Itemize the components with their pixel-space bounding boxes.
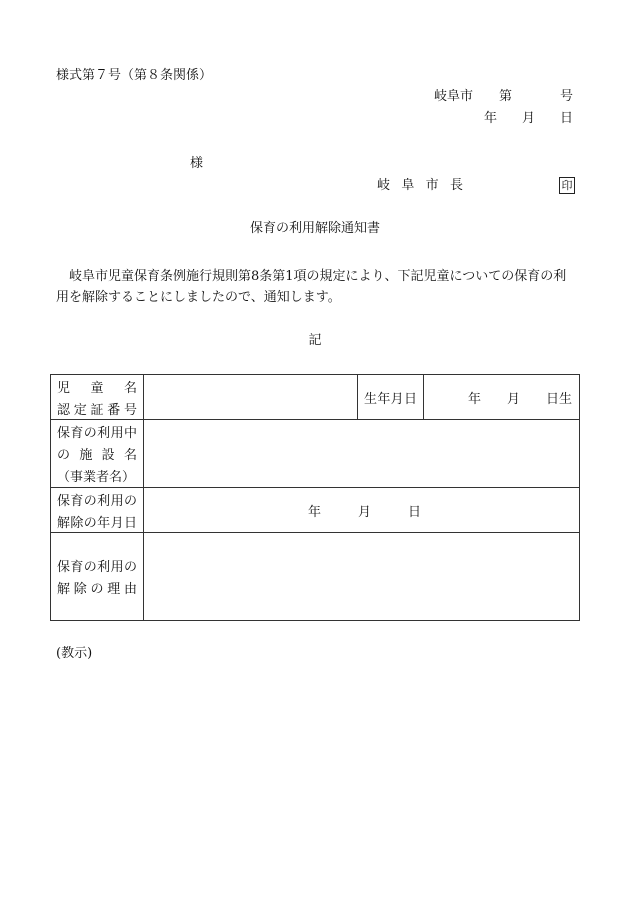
label-char: 利 xyxy=(97,493,111,509)
child-name-value[interactable] xyxy=(144,375,358,420)
label-facility xyxy=(51,420,144,488)
date-day: 日 xyxy=(559,111,573,126)
birth-month-unit: 月 xyxy=(506,391,520,407)
label-char: 童 xyxy=(90,380,104,396)
mayor-char: 阜 xyxy=(401,178,415,193)
ki-heading: 記 xyxy=(308,333,322,348)
label-char: 用 xyxy=(110,426,124,441)
details-table xyxy=(50,374,580,621)
birth-day-unit: 日生 xyxy=(545,391,572,407)
label-char: 設 xyxy=(101,448,115,463)
cancel-year-unit: 年 xyxy=(308,504,322,520)
label-text: （事業者名） xyxy=(57,470,136,485)
label-char: 生 xyxy=(364,391,378,407)
label-char: 年 xyxy=(377,391,391,407)
label-char: の xyxy=(83,515,97,531)
label-char: 中 xyxy=(123,426,137,441)
label-char: 除 xyxy=(73,582,87,597)
row-child-name xyxy=(51,375,580,420)
row-cancel-date xyxy=(51,488,580,533)
label-char: 解 xyxy=(57,582,71,597)
label-char: 理 xyxy=(107,582,121,597)
label-char: 月 xyxy=(110,515,124,531)
label-char: の xyxy=(123,493,137,509)
label-char: の xyxy=(83,560,97,575)
label-char: 日 xyxy=(123,515,137,531)
label-char: 定 xyxy=(73,402,87,418)
form-code: 様式第７号（第８条関係） xyxy=(56,68,213,83)
date-month: 月 xyxy=(521,111,535,126)
issuer-city: 岐阜市 xyxy=(433,89,473,104)
label-char: の xyxy=(123,560,137,575)
label-char: 利 xyxy=(97,560,111,575)
label-birthdate xyxy=(358,375,424,420)
label-char: 利 xyxy=(97,426,111,441)
mayor-char: 長 xyxy=(449,178,463,193)
label-char: 名 xyxy=(123,380,137,396)
issuer-number-line xyxy=(434,90,573,103)
mayor-char: 岐 xyxy=(377,178,391,193)
issuer-no-prefix: 第 xyxy=(498,89,512,104)
label-cancel-date xyxy=(51,488,144,533)
recipient-honorific: 様 xyxy=(190,156,204,171)
label-char: 施 xyxy=(79,448,93,463)
cancel-date-value[interactable] xyxy=(144,488,580,533)
row-facility xyxy=(51,420,580,488)
label-char: 除 xyxy=(70,515,84,531)
notice-heading: (教示) xyxy=(56,646,93,661)
label-char: 日 xyxy=(403,391,417,407)
mayor-name xyxy=(377,179,463,192)
label-char: 由 xyxy=(123,582,137,597)
issuer-no-suffix: 号 xyxy=(559,89,573,104)
date-year: 年 xyxy=(483,111,497,126)
label-cancel-reason xyxy=(51,533,144,621)
label-char: 保 xyxy=(57,560,71,575)
label-char: 証 xyxy=(90,402,104,418)
issue-date-line xyxy=(484,112,573,125)
document-title: 保育の利用解除通知書 xyxy=(249,221,380,236)
mayor-char: 市 xyxy=(425,178,439,193)
label-char: 号 xyxy=(123,402,137,418)
birthdate-value[interactable] xyxy=(424,375,580,420)
birth-year-unit: 年 xyxy=(467,391,481,407)
label-char: 育 xyxy=(70,560,84,575)
label-char: 番 xyxy=(107,402,121,418)
label-char: 育 xyxy=(70,493,84,509)
label-char: 児 xyxy=(57,380,71,396)
label-char: 育 xyxy=(70,426,84,441)
label-char: 用 xyxy=(110,493,124,509)
cancel-day-unit: 日 xyxy=(408,504,422,520)
label-char: 年 xyxy=(97,515,111,531)
label-char: の xyxy=(57,448,71,463)
cancel-reason-value[interactable] xyxy=(144,533,580,621)
facility-value[interactable] xyxy=(144,420,580,488)
label-char: 用 xyxy=(110,560,124,575)
label-child-name xyxy=(51,375,144,420)
body-paragraph: 岐阜市児童保育条例施行規則第8条第1項の規定により、下記児童についての保育の利用を解除することにしましたので、通知します。 xyxy=(56,269,567,305)
label-char: の xyxy=(83,426,97,441)
label-char: 保 xyxy=(57,493,71,509)
label-char: 月 xyxy=(390,391,404,407)
seal-mark: 印 xyxy=(559,177,575,194)
label-char: の xyxy=(83,493,97,509)
label-char: 保 xyxy=(57,426,71,441)
row-cancel-reason xyxy=(51,533,580,621)
label-char: 認 xyxy=(57,402,71,418)
label-char: 解 xyxy=(57,515,71,531)
cancel-month-unit: 月 xyxy=(358,504,372,520)
label-char: 名 xyxy=(123,448,137,463)
label-char: の xyxy=(90,582,104,597)
